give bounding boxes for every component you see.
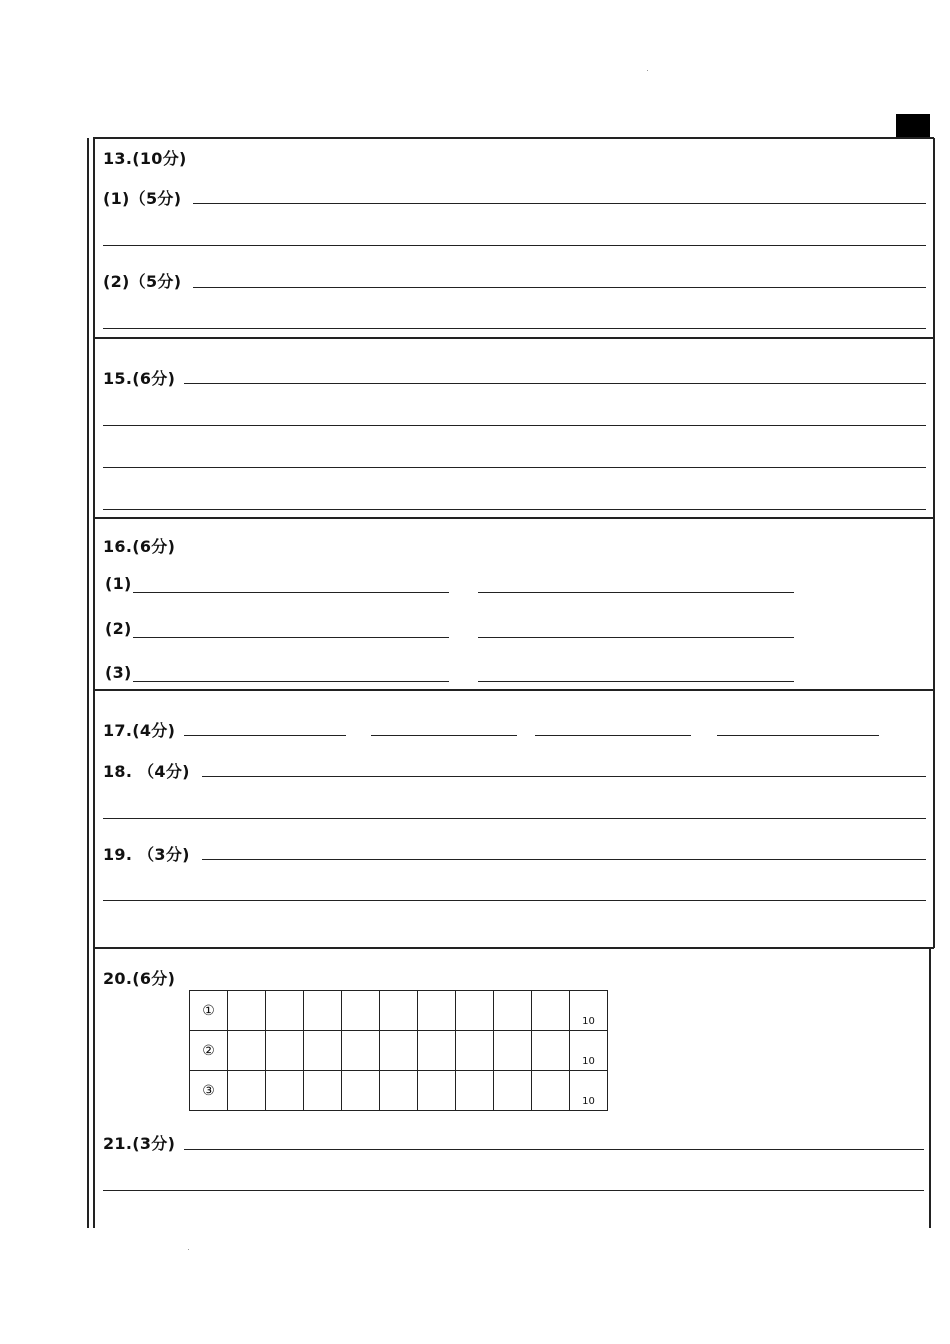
grid-cell[interactable] [304,991,342,1031]
q17-answer-line[interactable] [371,735,517,736]
q13-title: 13.(10分) [103,149,187,168]
section-divider [93,337,934,339]
row-marker: ① [190,991,228,1031]
right-border-upper [933,138,935,948]
section-divider [93,947,934,949]
q16-part1-label: (1) [105,574,132,593]
q21-answer-line[interactable] [103,1190,924,1191]
q15-title: 15.(6分) [103,369,176,388]
q21-answer-line[interactable] [184,1149,924,1150]
q15-answer-line[interactable] [184,383,926,384]
grid-cell[interactable] [418,991,456,1031]
q16-answer-line[interactable] [133,681,449,682]
grid-cell[interactable] [418,1031,456,1071]
grid-cell[interactable] [304,1071,342,1111]
q16-title: 16.(6分) [103,537,176,556]
q16-part3-label: (3) [105,663,132,682]
q16-answer-line[interactable] [133,637,449,638]
q13-answer-line[interactable] [103,328,926,329]
scan-speck [647,70,648,71]
grid-cell[interactable] [266,1071,304,1111]
grid-cell[interactable] [532,1071,570,1111]
left-border-inner [93,138,95,1228]
q17-answer-line[interactable] [717,735,879,736]
q18-answer-line[interactable] [103,818,926,819]
grid-cell[interactable] [494,1031,532,1071]
q16-part2-label: (2) [105,619,132,638]
row-marker: ② [190,1031,228,1071]
sheet-top-border [93,137,934,139]
q17-answer-line[interactable] [535,735,691,736]
grid-cell[interactable] [456,1071,494,1111]
grid-cell[interactable] [380,1071,418,1111]
grid-row [190,1031,608,1071]
q16-answer-line[interactable] [478,637,794,638]
grid-row [190,991,608,1031]
char-count-cell[interactable]: 10 [570,1071,608,1111]
q20-writing-grid [189,990,608,1111]
q15-answer-line[interactable] [103,509,926,510]
grid-cell[interactable] [418,1071,456,1111]
left-border-outer [87,138,89,1228]
section-divider [93,689,934,691]
q15-answer-line[interactable] [103,467,926,468]
grid-row [190,1071,608,1111]
q13-answer-line[interactable] [103,245,926,246]
grid-cell[interactable] [228,991,266,1031]
grid-cell[interactable] [228,1031,266,1071]
q13-part2-label: (2)（5分) [103,272,182,291]
grid-cell[interactable] [266,1031,304,1071]
grid-cell[interactable] [380,991,418,1031]
q17-title: 17.(4分) [103,721,176,740]
grid-cell[interactable] [532,991,570,1031]
grid-cell[interactable] [266,991,304,1031]
q15-answer-line[interactable] [103,425,926,426]
corner-position-marker [896,114,930,138]
grid-cell[interactable] [342,991,380,1031]
q16-answer-line[interactable] [133,592,449,593]
q19-answer-line[interactable] [202,859,926,860]
grid-cell[interactable] [304,1031,342,1071]
grid-cell[interactable] [342,1071,380,1111]
grid-cell[interactable] [342,1031,380,1071]
q16-answer-line[interactable] [478,592,794,593]
row-marker: ③ [190,1071,228,1111]
scan-speck [188,1249,189,1250]
q18-answer-line[interactable] [202,776,926,777]
grid-cell[interactable] [532,1031,570,1071]
q17-answer-line[interactable] [184,735,346,736]
q13-part1-label: (1)（5分) [103,189,182,208]
q19-title: 19. （3分) [103,845,190,864]
grid-cell[interactable] [456,991,494,1031]
grid-cell[interactable] [494,991,532,1031]
grid-cell[interactable] [494,1071,532,1111]
char-count-cell[interactable]: 10 [570,1031,608,1071]
q13-answer-line[interactable] [193,287,926,288]
grid-cell[interactable] [228,1071,266,1111]
q19-answer-line[interactable] [103,900,926,901]
grid-cell[interactable] [380,1031,418,1071]
grid-cell[interactable] [456,1031,494,1071]
q21-title: 21.(3分) [103,1134,176,1153]
q16-answer-line[interactable] [478,681,794,682]
q13-answer-line[interactable] [193,203,926,204]
char-count-cell[interactable]: 10 [570,991,608,1031]
right-border-lower [929,948,931,1228]
q18-title: 18. （4分) [103,762,190,781]
section-divider [93,517,934,519]
q20-title: 20.(6分) [103,969,176,988]
